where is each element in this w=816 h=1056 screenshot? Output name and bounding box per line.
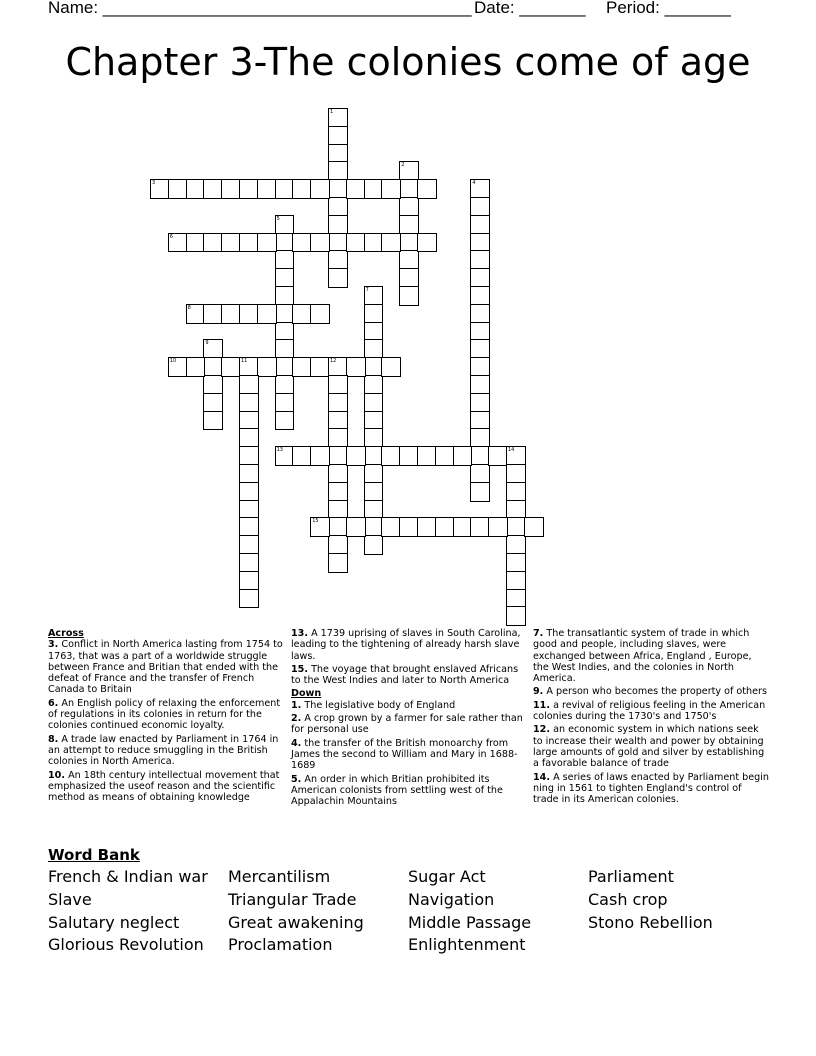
clue-number: 2.	[291, 713, 302, 725]
grid-cell[interactable]	[328, 268, 348, 288]
clue-down-11	[533, 700, 769, 723]
grid-cell[interactable]	[239, 446, 259, 466]
clue-down-12	[533, 724, 769, 769]
clue-number-label: 7	[365, 287, 369, 293]
clue-number-label: 2	[401, 162, 405, 169]
grid-cell[interactable]	[310, 446, 330, 466]
grid-cell[interactable]	[275, 411, 295, 431]
clues-column-1	[48, 628, 284, 805]
grid-cell[interactable]	[310, 304, 330, 324]
clue-text: A crop grown by a farmer for sale rather than for personal use	[291, 713, 523, 736]
grid-cell[interactable]	[399, 179, 419, 199]
clue-number: 4.	[291, 737, 302, 749]
clue-number: 3.	[48, 639, 59, 651]
word-bank-item: Middle Passage	[408, 913, 532, 932]
word-bank-item: Stono Rebellion	[588, 913, 713, 932]
clue-across-15	[291, 664, 527, 687]
clue-number: 11.	[533, 699, 550, 711]
grid-cell[interactable]	[257, 233, 277, 253]
date-field[interactable]: Date: _______	[474, 0, 586, 17]
clue-number: 13.	[291, 628, 308, 639]
clue-down-4	[291, 738, 527, 772]
grid-cell[interactable]	[524, 517, 544, 537]
grid-cell[interactable]	[203, 411, 223, 431]
clue-text: a revival of religious feeling in the American colonies during the 1730's and 1750's	[533, 699, 766, 723]
grid-cell[interactable]	[381, 233, 401, 253]
period-field[interactable]: Period: _______	[606, 0, 731, 17]
grid-cell[interactable]	[417, 233, 437, 253]
clue-text: The voyage that brought enslaved Africans to the West Indies and later to North America	[291, 663, 519, 687]
clue-number: 5.	[291, 773, 302, 785]
clue-number: 1.	[291, 699, 302, 711]
clue-down-14	[533, 772, 769, 806]
word-bank-item: Sugar Act	[408, 867, 486, 886]
grid-cell[interactable]	[470, 357, 490, 377]
clue-text: the transfer of the British monoarchy from James the second to William and Mary in 1688-1689	[291, 737, 518, 772]
clue-number-label: 4	[472, 180, 476, 187]
grid-cell[interactable]	[328, 553, 348, 573]
clue-number-label: 6	[169, 233, 173, 240]
clue-text: An order in which Britian prohibited its American colonists from settling west of the Appalachin Mountains	[291, 773, 503, 808]
clue-number: 7.	[533, 628, 544, 639]
clue-text: The legislative body of England	[304, 699, 456, 711]
grid-cell[interactable]	[417, 179, 437, 199]
grid-cell[interactable]	[310, 179, 330, 199]
grid-cell[interactable]	[488, 446, 508, 466]
clue-across-3	[48, 639, 284, 695]
word-bank-item: Enlightenment	[408, 935, 526, 954]
grid-cell[interactable]	[221, 233, 241, 253]
grid-cell[interactable]	[470, 179, 490, 199]
clue-number-label: 3	[152, 180, 156, 187]
across-heading: Across	[48, 628, 84, 639]
grid-cell[interactable]	[310, 517, 330, 537]
grid-cell[interactable]	[186, 357, 206, 377]
clue-down-5	[291, 774, 527, 808]
clue-number: 6.	[48, 697, 59, 709]
grid-cell[interactable]	[346, 446, 366, 466]
header	[48, 0, 768, 22]
grid-cell[interactable]	[328, 535, 348, 555]
clue-down-1	[291, 700, 527, 711]
word-bank-item: French & Indian war	[48, 867, 208, 886]
clue-number-label: 14	[508, 447, 515, 454]
grid-cell[interactable]	[453, 446, 473, 466]
word-bank-title: Word Bank	[48, 846, 140, 864]
grid-cell[interactable]	[381, 179, 401, 199]
grid-cell[interactable]	[221, 179, 241, 199]
clue-number-label: 10	[169, 358, 177, 365]
grid-cell[interactable]	[346, 357, 366, 377]
grid-cell[interactable]	[399, 446, 419, 466]
clue-text: An English policy of relaxing the enforcement of regulations in its colonies in return for the colonies continued economic loyalty.	[48, 697, 281, 732]
grid-cell[interactable]	[257, 304, 277, 324]
grid-cell[interactable]	[239, 589, 259, 609]
clue-text: The transatlantic system of trade in which good and people, including slaves, were exchanged between Africa, England , Europe, the West Indies, and the colonies in North America.	[533, 628, 752, 685]
clue-number-label: 15	[312, 518, 319, 525]
clue-text: A 1739 uprising of slaves in South Carolina, leading to the tightening of already harsh slave laws.	[291, 628, 521, 662]
clue-across-13	[291, 628, 527, 662]
clue-text: A trade law enacted by Parliament in 1764 in an attempt to reduce smuggling in the British colonies in North America.	[48, 733, 279, 768]
clue-down-7	[533, 628, 769, 684]
clue-text: an economic system in which nations seek to increase their wealth and power by obtaining large amounts of gold and silver by establishing a favorable balance of trade	[533, 724, 765, 770]
clue-text: An 18th century intellectual movement that emphasized the useof reason and the scientific method as means of obtaining knowledge	[48, 769, 280, 804]
clue-number-label: 13	[276, 447, 283, 454]
clue-number: 12.	[533, 724, 550, 736]
clues-column-3	[533, 628, 769, 807]
grid-cell[interactable]	[310, 233, 330, 253]
grid-cell[interactable]	[381, 357, 401, 377]
word-bank-item: Navigation	[408, 890, 495, 909]
clue-number-label: 9	[205, 340, 209, 347]
grid-cell[interactable]	[239, 535, 259, 555]
word-bank-item: Triangular Trade	[228, 890, 357, 909]
grid-cell[interactable]	[470, 482, 490, 502]
grid-cell[interactable]	[399, 268, 419, 288]
word-bank-item: Slave	[48, 890, 92, 909]
clue-text: A person who becomes the property of others	[546, 686, 767, 698]
grid-cell[interactable]	[221, 357, 241, 377]
clue-number: 8.	[48, 733, 59, 745]
grid-cell[interactable]	[275, 268, 295, 288]
word-bank-item: Parliament	[588, 867, 674, 886]
crossword-grid	[150, 108, 542, 624]
grid-cell[interactable]	[470, 268, 490, 288]
grid-cell[interactable]	[257, 357, 277, 377]
clue-number-label: 5	[276, 215, 280, 222]
grid-cell[interactable]	[364, 535, 384, 555]
grid-cell[interactable]	[506, 446, 526, 466]
word-bank-item: Glorious Revolution	[48, 935, 204, 954]
word-bank-item: Mercantilism	[228, 867, 331, 886]
clue-number: 9.	[533, 686, 544, 698]
clue-number-label: 11	[241, 358, 248, 365]
clue-text: Conflict in North America lasting from 1754 to 1763, that was a part of a worldwide struggle between France and Britian that ended with the defeat of France and the transfer of French Canada to Britain	[48, 639, 283, 696]
clue-number-label: 1	[330, 109, 334, 115]
clue-number: 10.	[48, 769, 65, 781]
down-heading: Down	[291, 688, 322, 700]
clue-number: 14.	[533, 771, 550, 783]
grid-cell[interactable]	[506, 535, 526, 555]
page-title: Chapter 3-The colonies come of age	[65, 40, 751, 84]
clue-across-6	[48, 698, 284, 732]
name-field[interactable]: Name: _______________________________________	[48, 0, 472, 17]
word-bank-item: Salutary neglect	[48, 913, 180, 932]
grid-cell[interactable]	[346, 517, 366, 537]
grid-cell[interactable]	[506, 606, 526, 626]
clue-across-10	[48, 770, 284, 804]
grid-cell[interactable]	[488, 517, 508, 537]
clue-number-label: 8	[187, 304, 191, 311]
grid-cell[interactable]	[399, 517, 419, 537]
word-bank-item: Cash crop	[588, 890, 668, 909]
clue-across-8	[48, 734, 284, 768]
clue-down-2	[291, 713, 527, 736]
word-bank-item: Great awakening	[228, 913, 364, 932]
grid-cell[interactable]	[221, 304, 241, 324]
grid-cell[interactable]	[399, 286, 419, 306]
clue-number: 15.	[291, 663, 308, 675]
word-bank-item: Proclamation	[228, 935, 333, 954]
clues-column-2	[291, 628, 527, 809]
clue-down-9	[533, 686, 769, 697]
grid-cell[interactable]	[310, 357, 330, 377]
clue-number-label: 12	[330, 358, 337, 365]
clue-text: A series of laws enacted by Parliament begin ning in 1561 to tighten England's control of trade in its American colonies.	[533, 771, 769, 806]
